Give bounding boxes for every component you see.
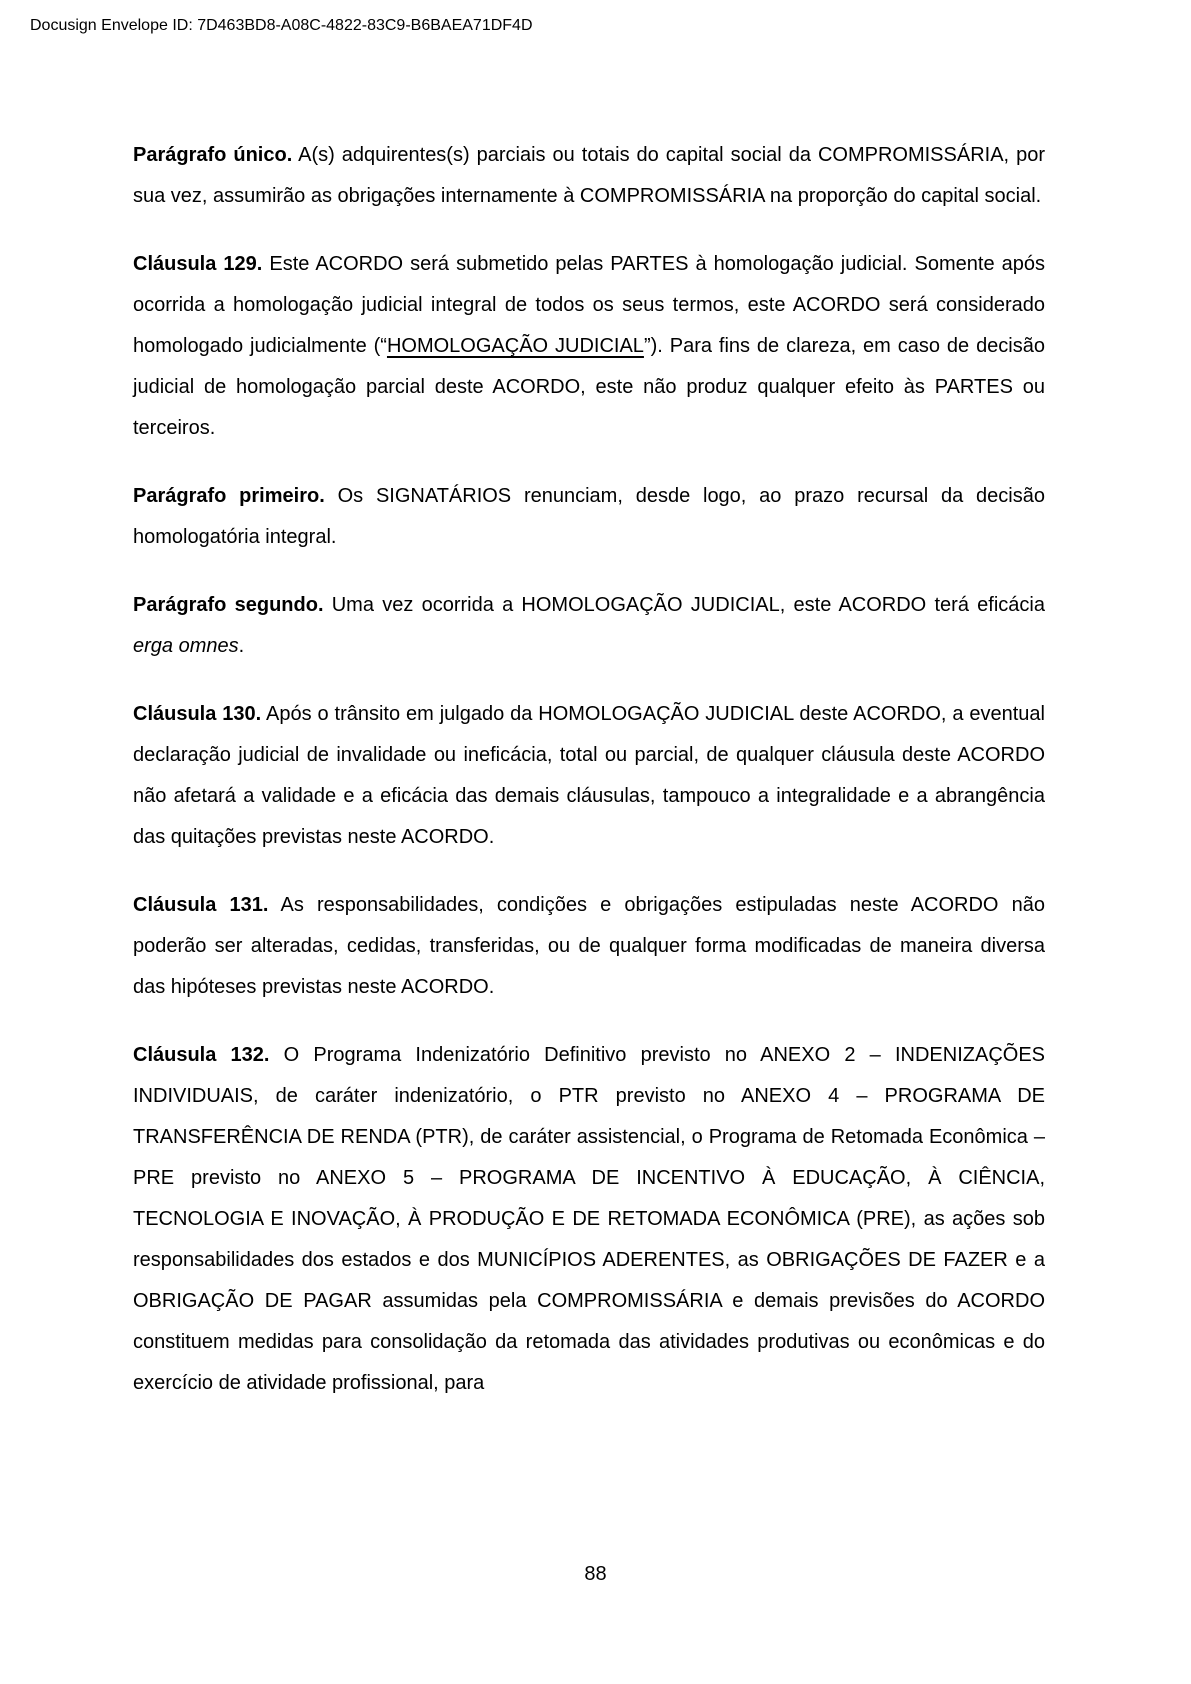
paragraph-text: A(s) adquirentes(s) parciais ou totais do capital social da COMPROMISSÁRIA, por sua vez, assumirão as obrigações internamente à COMPROMISSÁRIA na proporção do capital social. bbox=[133, 144, 1045, 207]
paragraph-clausula-129 bbox=[133, 244, 1045, 449]
paragraph-text: Após o trânsito em julgado da HOMOLOGAÇÃO JUDICIAL deste ACORDO, a eventual declaração judicial de invalidade ou ineficácia, total ou parcial, de qualquer cláusula deste ACORDO não afetará a validade e a eficácia das demais cláusulas, tampouco a integralidade e a abrangência das quitações previstas neste ACORDO. bbox=[133, 703, 1045, 848]
docusign-envelope-id: Docusign Envelope ID: 7D463BD8-A08C-4822-83C9-B6BAEA71DF4D bbox=[30, 17, 533, 34]
paragraph-text: . bbox=[238, 635, 245, 657]
paragraph-lead: Cláusula 129. bbox=[133, 253, 263, 275]
paragraph-text: As responsabilidades, condições e obrigações estipuladas neste ACORDO não poderão ser alteradas, cedidas, transferidas, ou de qualquer forma modificadas de maneira diversa das hipóteses previstas neste ACORDO. bbox=[133, 894, 1045, 998]
page-number: 88 bbox=[584, 1563, 607, 1585]
paragraph-paragrafo-unico bbox=[133, 135, 1045, 217]
paragraph-text: Os SIGNATÁRIOS renunciam, desde logo, ao prazo recursal da decisão homologatória integral. bbox=[133, 485, 1045, 548]
paragraph-text: Uma vez ocorrida a HOMOLOGAÇÃO JUDICIAL, este ACORDO terá eficácia bbox=[323, 594, 1045, 616]
paragraph-lead: Parágrafo único. bbox=[133, 144, 293, 166]
paragraph-lead: Cláusula 132. bbox=[133, 1044, 270, 1066]
paragraph-lead: Cláusula 131. bbox=[133, 894, 269, 916]
paragraph-clausula-130 bbox=[133, 694, 1045, 858]
paragraph-paragrafo-primeiro bbox=[133, 476, 1045, 558]
paragraph-clausula-131 bbox=[133, 885, 1045, 1008]
paragraph-text: O Programa Indenizatório Definitivo previsto no ANEXO 2 – INDENIZAÇÕES INDIVIDUAIS, de caráter indenizatório, o PTR previsto no ANEXO 4 – PROGRAMA DE TRANSFERÊNCIA DE RENDA (PTR), de caráter assistencial, o Programa de Retomada Econômica – PRE previsto no ANEXO 5 – PROGRAMA DE INCENTIVO À EDUCAÇÃO, À CIÊNCIA, TECNOLOGIA E INOVAÇÃO, À PRODUÇÃO E DE RETOMADA ECONÔMICA (PRE), as ações sob responsabilidades dos estados e dos MUNICÍPIOS ADERENTES, as OBRIGAÇÕES DE FAZER e a OBRIGAÇÃO DE PAGAR assumidas pela COMPROMISSÁRIA e demais previsões do ACORDO constituem medidas para consolidação da retomada das atividades produtivas ou econômicas e do exercício de atividade profissional, para bbox=[133, 1044, 1046, 1394]
paragraph-lead: Cláusula 130. bbox=[133, 703, 262, 725]
paragraph-paragrafo-segundo bbox=[133, 585, 1045, 667]
paragraph-text: ”). Para fins de clareza, em caso de decisão judicial de homologação parcial deste ACORDO, este não produz qualquer efeito às PARTES ou terceiros. bbox=[133, 335, 1045, 439]
italic-term-erga-omnes: erga omnes bbox=[133, 635, 239, 657]
paragraph-lead: Parágrafo segundo. bbox=[133, 594, 324, 616]
paragraph-lead: Parágrafo primeiro. bbox=[133, 485, 325, 507]
document-body bbox=[133, 135, 1045, 1431]
paragraph-clausula-132 bbox=[133, 1035, 1045, 1404]
underlined-term-homologacao-judicial: HOMOLOGAÇÃO JUDICIAL bbox=[386, 335, 644, 357]
paragraph-text: Este ACORDO será submetido pelas PARTES à homologação judicial. Somente após ocorrida a homologação judicial integral de todos os seus termos, este ACORDO será considerado homologado judicialmente (“ bbox=[133, 253, 1045, 357]
